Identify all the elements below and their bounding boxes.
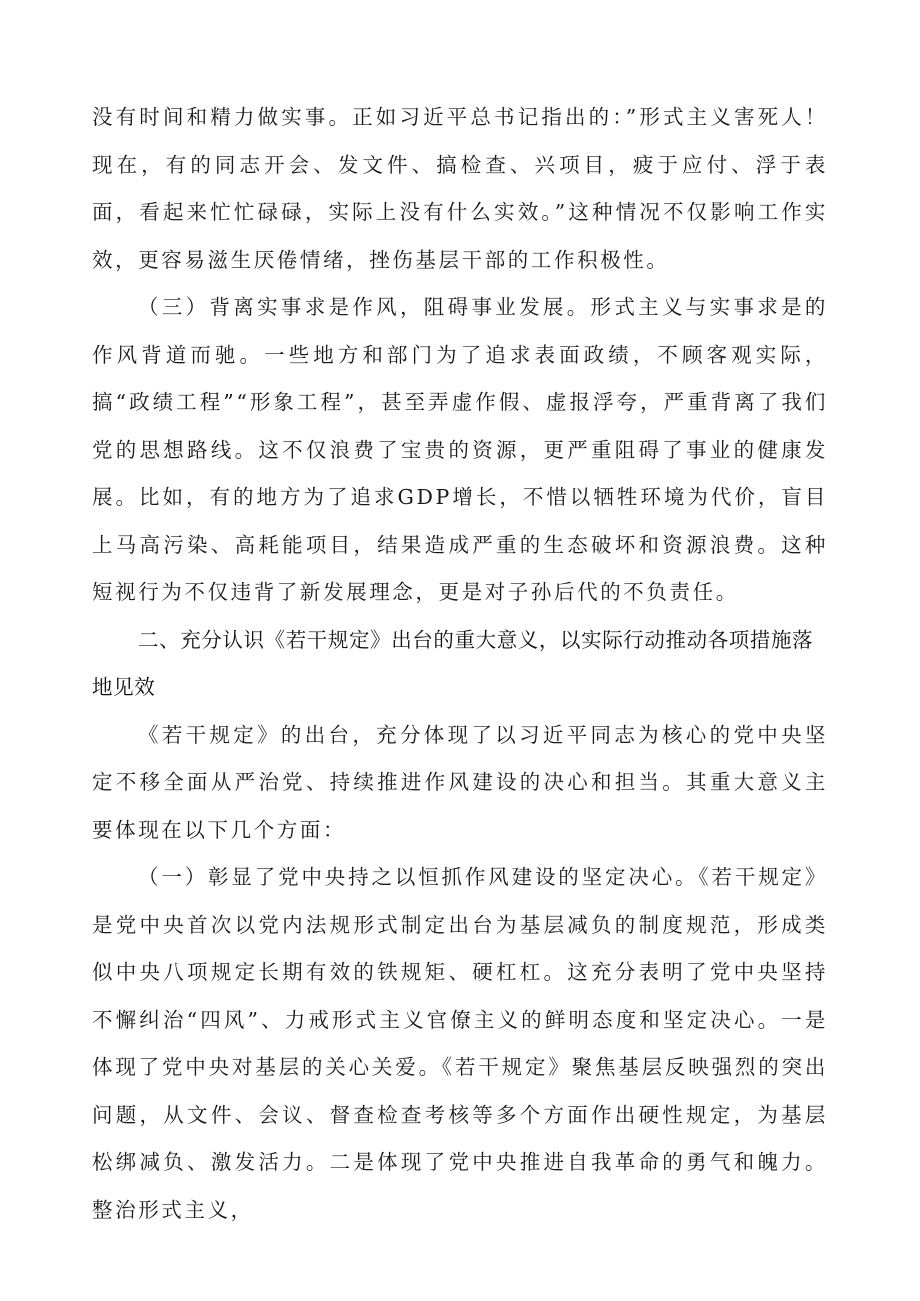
document-body (92, 94, 828, 1234)
paragraph-section-three: （三）背离实事求是作风，阻碍事业发展。形式主义与实事求是的作风背道而驰。一些地方和部门为了追求表面政绩，不顾客观实际，搞“政绩工程”“形象工程”，甚至弄虚作假、虚报浮夸，严重背离了我们党的思想路线。这不仅浪费了宝贵的资源，更严重阻碍了事业的健康发展。比如，有的地方为了追求GDP增长，不惜以牺牲环境为代价，盲目上马高污染、高耗能项目，结果造成严重的生态破坏和资源浪费。这种短视行为不仅违背了新发展理念，更是对子孙后代的不负责任。 (92, 295, 828, 604)
section-heading: 二、充分认识《若干规定》出台的重大意义，以实际行动推动各项措施落地见效 (92, 627, 814, 699)
paragraph-point-one: （一）彰显了党中央持之以恒抓作风建设的坚定决心。《若干规定》是党中央首次以党内法规形式制定出台为基层减负的制度规范，形成类似中央八项规定长期有效的铁规矩、硬杠杠。这充分表明了党中央坚持不懈纠治“四风”、力戒形式主义官僚主义的鲜明态度和坚定决心。一是体现了党中央对基层的关心关爱。《若干规定》聚焦基层反映强烈的突出问题，从文件、会议、督查检查考核等多个方面作出硬性规定，为基层松绑减负、激发活力。二是体现了党中央推进自我革命的勇气和魄力。整治形式主义， (92, 865, 828, 1222)
paragraph-continuation: 没有时间和精力做实事。正如习近平总书记指出的：”形式主义害死人！现在，有的同志开会、发文件、搞检查、兴项目，疲于应付、浮于表面，看起来忙忙碌碌，实际上没有什么实效。”这种情况不仅影响工作实效，更容易滋生厌倦情绪，挫伤基层干部的工作积极性。 (92, 105, 828, 272)
paragraph-significance-intro: 《若干规定》的出台，充分体现了以习近平同志为核心的党中央坚定不移全面从严治党、持续推进作风建设的决心和担当。其重大意义主要体现在以下几个方面： (92, 722, 828, 842)
